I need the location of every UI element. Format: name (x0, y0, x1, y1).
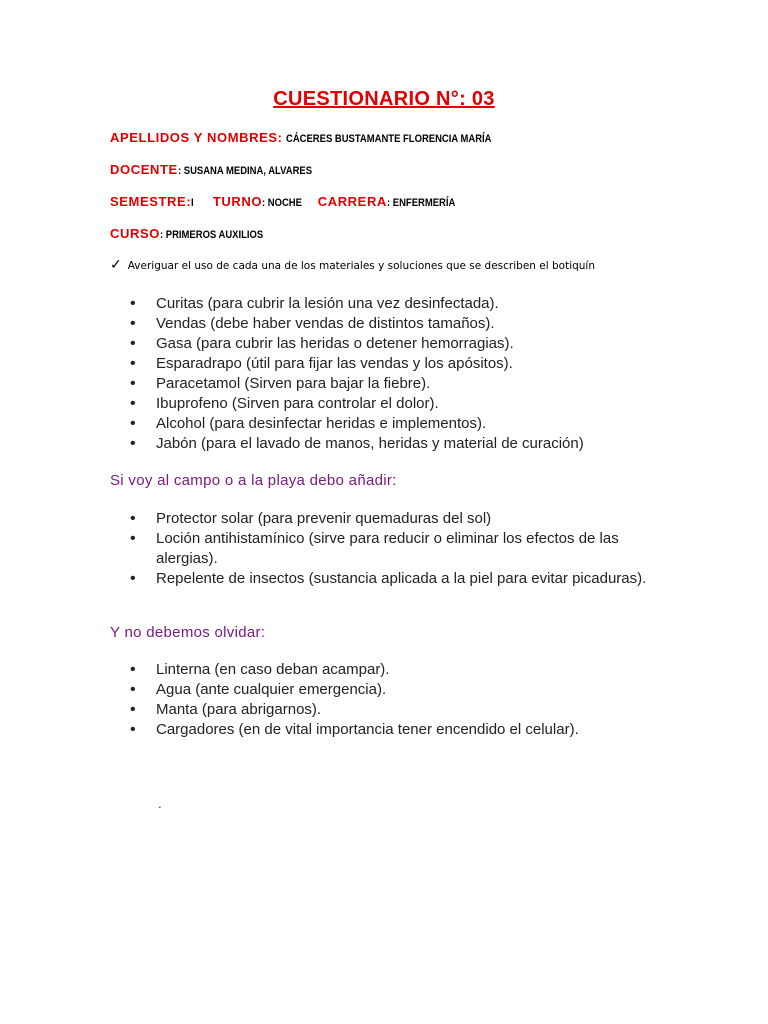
curso-label: CURSO (110, 226, 160, 241)
campo-list (130, 509, 650, 589)
curso-value: : PRIMEROS AUXILIOS (159, 229, 264, 241)
apellidos-row (110, 130, 525, 145)
trailing-period: . (158, 796, 162, 811)
instruction-text: Averiguar el uso de cada una de los materiales y soluciones que se describen el botiquín (127, 260, 596, 272)
list-item: • Protector solar (para prevenir quemaduras del sol) (130, 509, 650, 529)
semestre-label: SEMESTRE: (110, 194, 192, 209)
list-item: • Manta (para abrigarnos). (130, 700, 670, 720)
checkmark-icon: ✓ (110, 256, 122, 272)
list-item: • Esparadrapo (útil para fijar las vendas y los apósitos). (130, 354, 670, 374)
section-heading-olvidar: Y no debemos olvidar: (110, 624, 266, 641)
list-item: • Ibuprofeno (Sirven para controlar el dolor). (130, 394, 670, 414)
list-item: • Agua (ante cualquier emergencia). (130, 680, 670, 700)
turno-label: TURNO (212, 194, 263, 209)
list-item: • Loción antihistamínico (sirve para reducir o eliminar los efectos de las alergias). (130, 529, 650, 569)
list-item: • Gasa (para cubrir las heridas o detener hemorragias). (130, 334, 670, 354)
list-item: • Alcohol (para desinfectar heridas e implementos). (130, 414, 670, 434)
carrera-value: : ENFERMERÍA (386, 197, 456, 209)
list-item: • Curitas (para cubrir la lesión una vez desinfectada). (130, 294, 670, 314)
botiquin-list (130, 294, 670, 454)
list-item: • Cargadores (en de vital importancia tener encendido el celular). (130, 720, 670, 740)
semestre-value: I (191, 197, 194, 209)
list-item: • Jabón (para el lavado de manos, heridas y material de curación) (130, 434, 670, 454)
apellidos-label: APELLIDOS Y NOMBRES: (110, 130, 283, 145)
list-item: • Repelente de insectos (sustancia aplicada a la piel para evitar picaduras). (130, 569, 650, 589)
docente-value: : SUSANA MEDINA, ALVARES (177, 165, 312, 177)
semestre-row (110, 194, 466, 209)
olvidar-list (130, 660, 670, 740)
list-item: • Vendas (debe haber vendas de distintos tamaños). (130, 314, 670, 334)
apellidos-value: CÁCERES BUSTAMANTE FLORENCIA MARÍA (286, 133, 492, 145)
curso-row (110, 226, 280, 241)
docente-label: DOCENTE (110, 162, 178, 177)
page-title: CUESTIONARIO N°: 03 (273, 88, 495, 110)
section-heading-campo: Si voy al campo o a la playa debo añadir: (110, 472, 397, 489)
carrera-label: CARRERA (317, 194, 387, 209)
instruction-row (110, 256, 595, 273)
turno-value: : NOCHE (262, 197, 303, 209)
list-item: • Linterna (en caso deban acampar). (130, 660, 670, 680)
list-item: • Paracetamol (Sirven para bajar la fiebre). (130, 374, 670, 394)
docente-row (110, 162, 334, 177)
